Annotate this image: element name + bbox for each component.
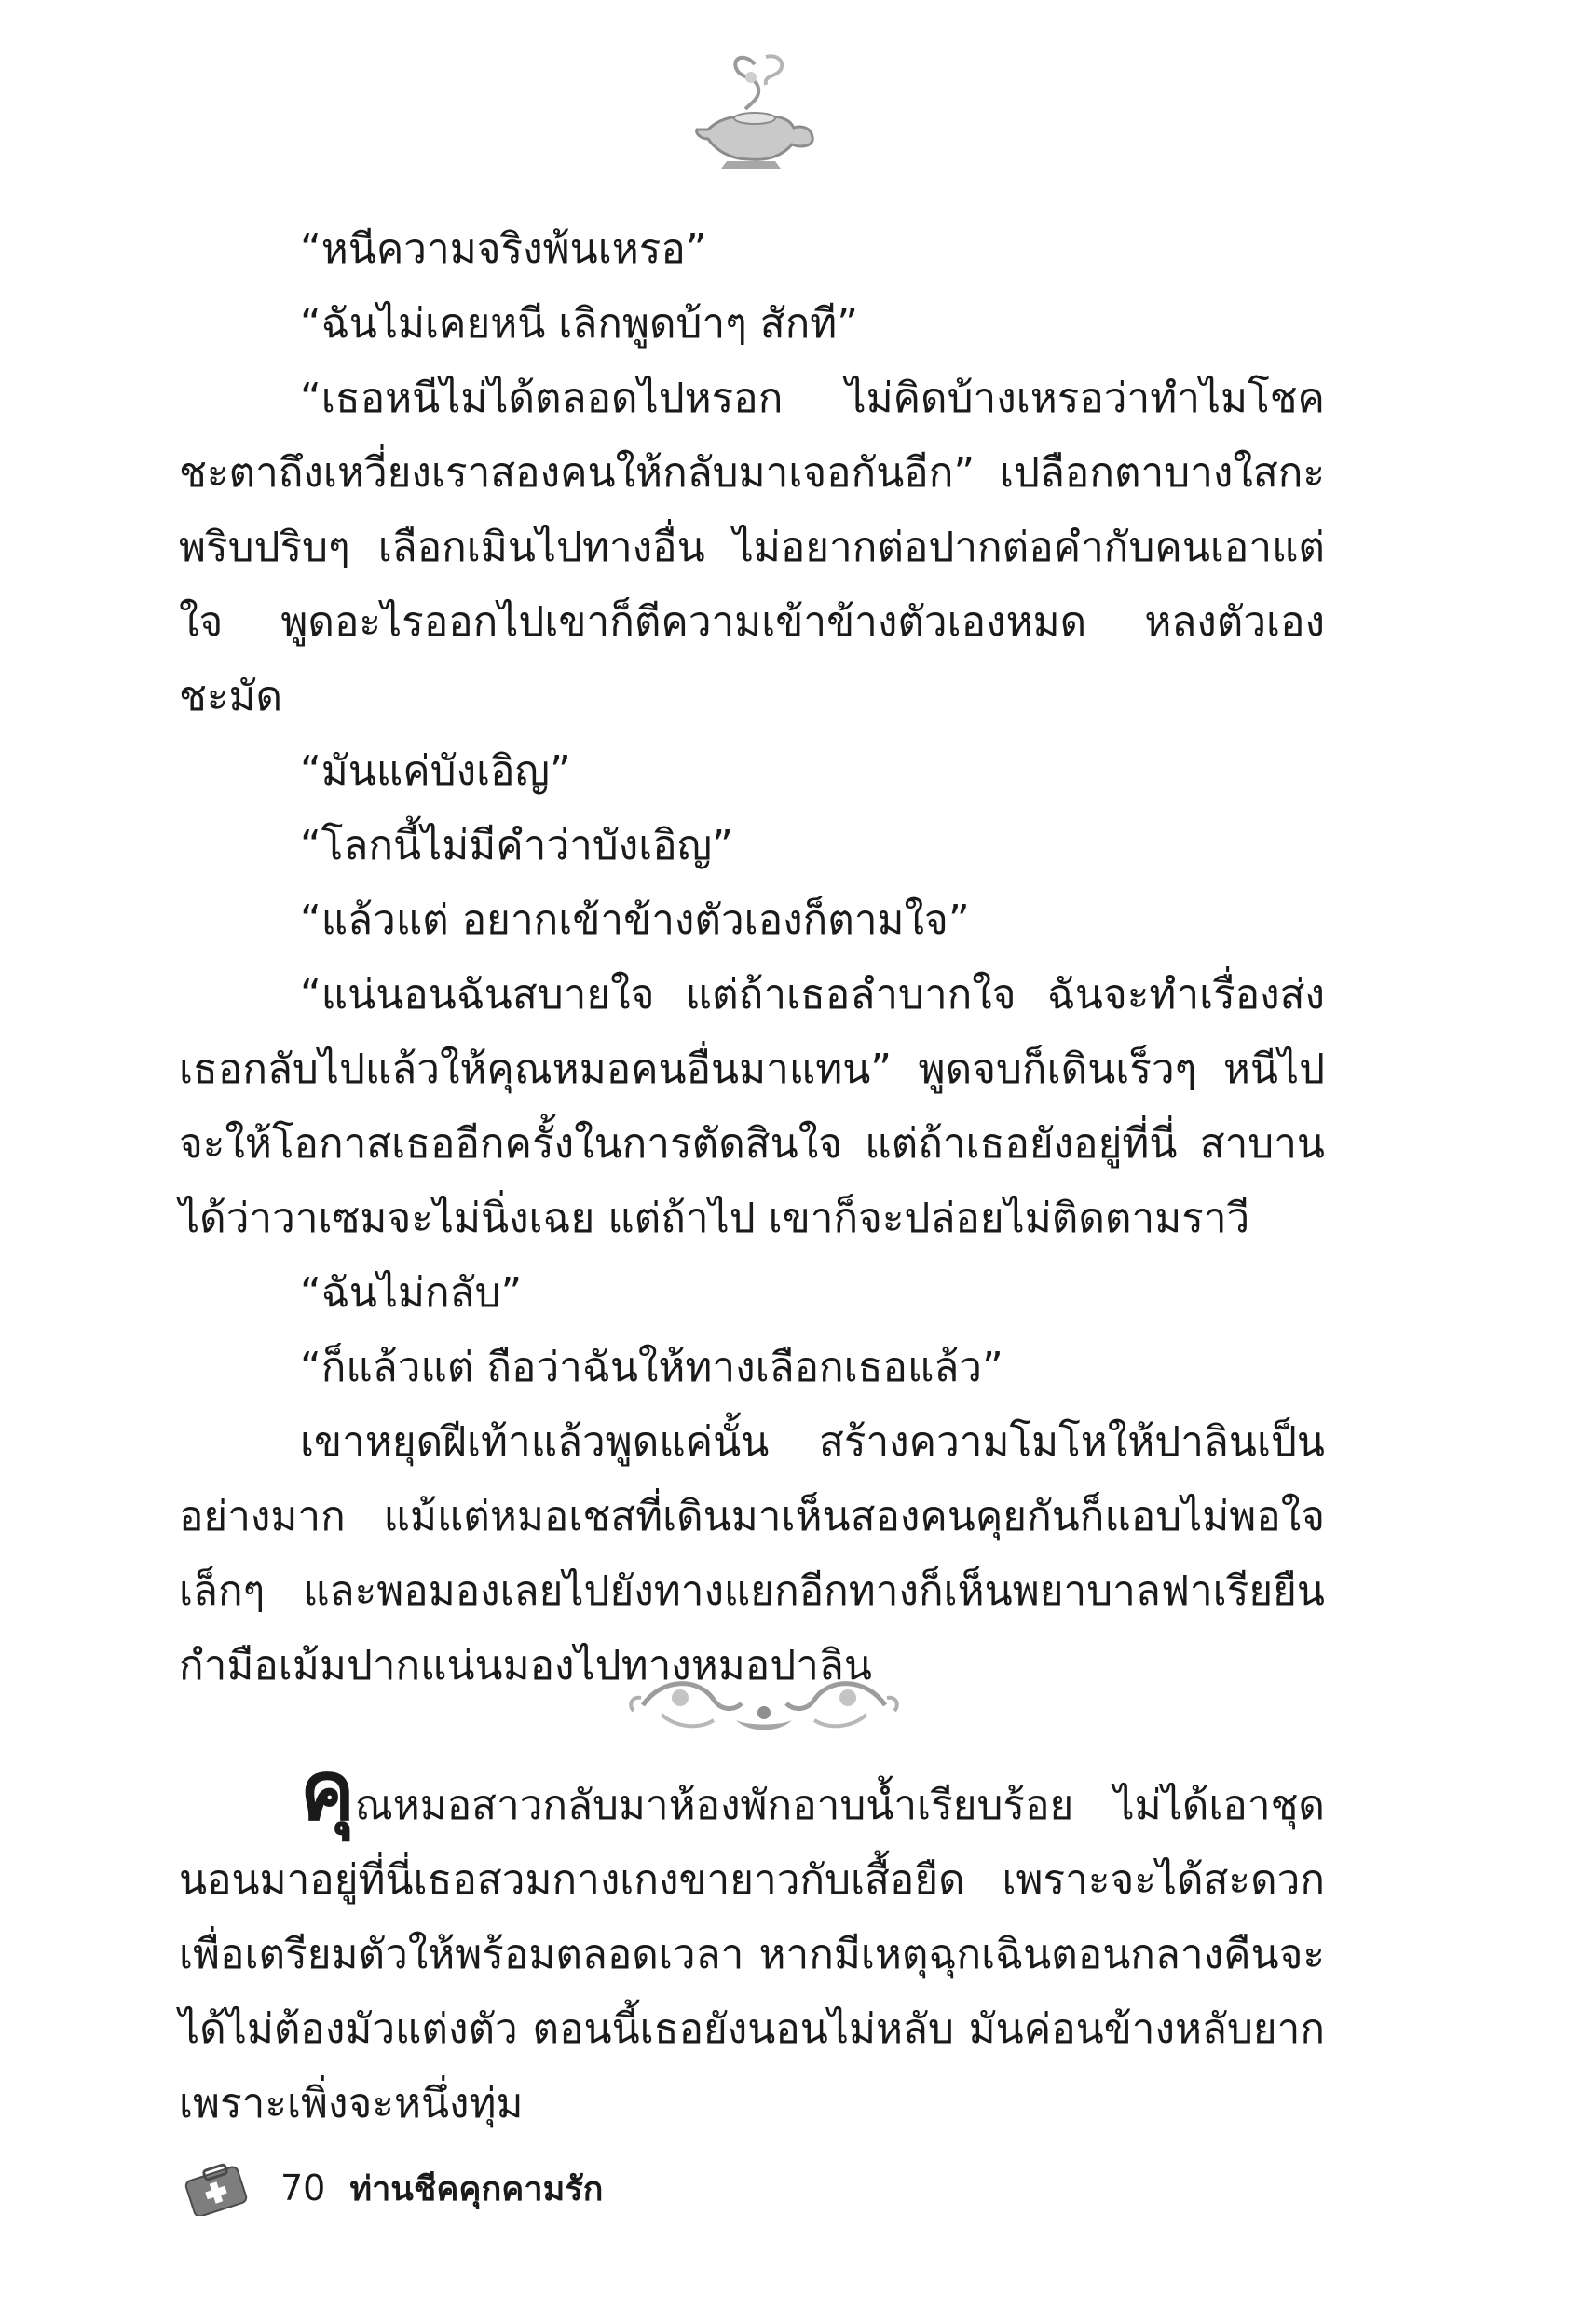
paragraph: “ฉันไม่เคยหนี เลิกพูดบ้าๆ สักที” <box>300 300 859 348</box>
lower-text-block <box>179 1742 1325 2141</box>
medical-bag-icon <box>182 2160 256 2216</box>
paragraph: “ก็แล้วแต่ ถือว่าฉันให้ทางเลือกเธอแล้ว” <box>300 1344 1003 1391</box>
paragraph-with-dropcap <box>179 1742 1325 2141</box>
paragraph: “ฉันไม่กลับ” <box>300 1269 523 1317</box>
paragraph-text: ณหมอสาวกลับมาห้องพักอาบน้ำเรียบร้อย ไม่ได้เอาชุดนอนมาอยู่ที่นี่เธอสวมกางเกงขายาวกับเสื้อยืด เพราะจะได้สะดวก เพื่อเตรียมตัวให้พร้อมตลอดเวลา หากมีเหตุฉุกเฉินตอนกลางคืนจะได้ไม่ต้องมัวแต่งตัว ตอนนี้เธอยังนอนไม่หลับ มันค่อนข้างหลับยาก เพราะเพิ่งจะหนึ่งทุ่ม <box>179 1782 1325 2127</box>
paragraph: “เธอหนีไม่ได้ตลอดไปหรอก ไม่คิดบ้างเหรอว่าทำไมโชคชะตาถึงเหวี่ยงเราสองคนให้กลับมาเจอกันอีก” เปลือกตาบางใสกะพริบปริบๆ เลือกเมินไปทางอื่น ไม่อยากต่อปากต่อคำกับคนเอาแต่ใจ พูดอะไรออกไปเขาก็ตีความเข้าข้างตัวเองหมด หลงตัวเองชะมัด <box>179 375 1325 720</box>
paragraph: “แน่นอนฉันสบายใจ แต่ถ้าเธอลำบากใจ ฉันจะทำเรื่องส่งเธอกลับไปแล้วให้คุณหมอคนอื่นมาแทน” พูดจบก็เดินเร็วๆ หนีไป จะให้โอกาสเธออีกครั้งในการตัดสินใจ แต่ถ้าเธอยังอยู่ที่นี่ สาบานได้ว่าวาเซมจะไม่นิ่งเฉย แต่ถ้าไป เขาก็จะปล่อยไม่ติดตามราวี <box>179 971 1325 1242</box>
floral-divider-icon <box>624 1668 904 1743</box>
paragraph: “มันแค่บังเอิญ” <box>300 747 571 795</box>
book-title: ท่านชีคคุกคามรัก <box>349 2169 604 2208</box>
page-footer <box>182 2160 603 2216</box>
paragraph: “หนีความจริงพ้นเหรอ” <box>300 226 707 273</box>
dropcap-letter: คุ <box>300 1742 355 1839</box>
paragraph: เขาหยุดฝีเท้าแล้วพูดแค่นั้น สร้างความโมโหให้ปาลินเป็นอย่างมาก แม้แต่หมอเชสที่เดินมาเห็นสองคนคุยกันก็แอบไม่พอใจเล็กๆ และพอมองเลยไปยังทางแยกอีกทางก็เห็นพยาบาลฟาเรียยืนกำมือเม้มปากแน่นมองไปทางหมอปาลิน <box>179 1418 1325 1689</box>
genie-lamp-icon <box>689 51 820 172</box>
upper-text-block <box>179 212 1325 1703</box>
paragraph: “โลกนี้ไม่มีคำว่าบังเอิญ” <box>300 822 733 869</box>
page-number: 70 <box>280 2167 326 2208</box>
paragraph: “แล้วแต่ อยากเข้าข้างตัวเองก็ตามใจ” <box>300 896 970 944</box>
